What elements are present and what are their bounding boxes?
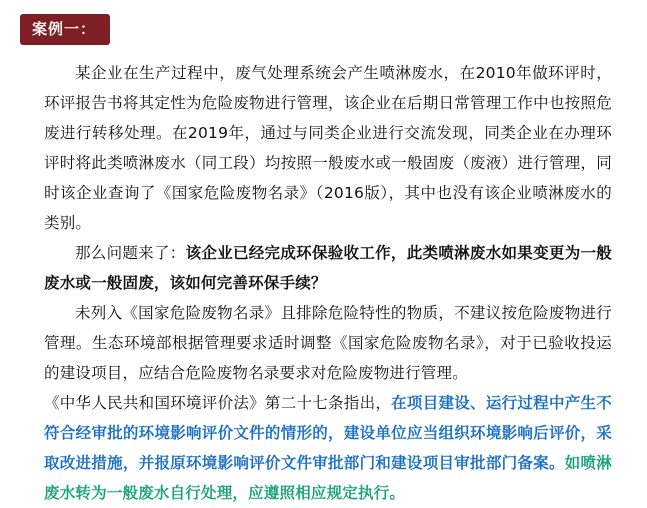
paragraph-answer: 未列入《国家危险废物名录》且排除危险特性的物质，不建议按危险废物进行管理。生态环境部根据管理要求适时调整《国家危险废物名录》，对于已验收投运的建设项目，应结合危险废物名录要求对危险废物进行管理。 xyxy=(44,304,612,382)
case-badge: 案例一： xyxy=(20,14,110,45)
question-bold-text: 该企业已经完成环保验收工作，此类喷淋废水如果变更为一般废水或一般固废，该如何完善环保手续？ xyxy=(44,244,612,292)
regulation-lead-text: 《中华人民共和国环境评价法》第二十七条指出， xyxy=(44,394,392,412)
regulation-quoted-text: 在项目建设、运行过程中产生不符合经审批的环境影响评价文件的情形的，建设单位应当组织环境影响后评价，采取改进措施，并报原环境影响评价文件审批部门和建设项目审批部门备案。 xyxy=(44,394,612,472)
paragraph-regulation xyxy=(44,388,612,508)
paragraph-question xyxy=(44,238,612,298)
regulation-conclusion-text: 如喷淋废水转为一般废水自行处理，应遵照相应规定执行。 xyxy=(44,454,612,502)
paragraph-case-description: 某企业在生产过程中，废气处理系统会产生喷淋废水，在2010年做环评时，环评报告书将其定性为危险废物进行管理，该企业在后期日常管理工作中也按照危废进行转移处理。在2019年，通过与同类企业进行交流发现，同类企业在办理环评时将此类喷淋废水（同工段）均按照一般废水或一般固废（废液）进行管理，同时该企业查询了《国家危险废物名录》（2016版），其中也没有该企业喷淋废水的类别。 xyxy=(44,64,612,232)
question-lead-text: 那么问题来了： xyxy=(75,244,186,262)
document-body xyxy=(44,58,612,508)
